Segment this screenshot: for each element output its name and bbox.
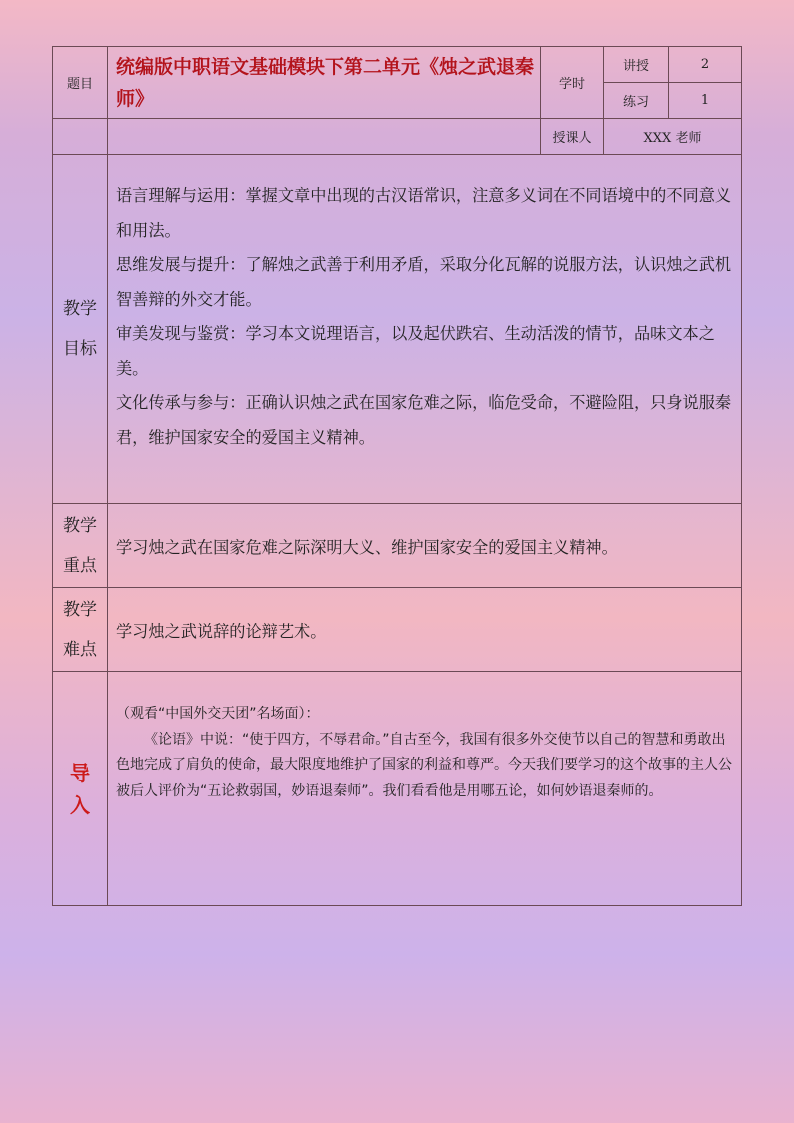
goal-item-thinking: 思维发展与提升：了解烛之武善于利用矛盾，采取分化瓦解的说服方法，认识烛之武机智善辩的外交才能。 (116, 255, 732, 309)
goals-label-line1: 教学 (63, 299, 97, 319)
goals-label-line2: 目标 (63, 339, 97, 359)
goal-item-language: 语言理解与运用：掌握文章中出现的古汉语常识，注意多义词在不同语境中的不同意义和用法。 (116, 186, 732, 240)
intro-label-line2: 入 (70, 792, 90, 817)
key-point-text: 学习烛之武在国家危难之际深明大义、维护国家安全的爱国主义精神。 (108, 504, 742, 588)
lesson-plan-table (52, 46, 742, 906)
intro-label (53, 672, 108, 906)
goal-item-aesthetic: 审美发现与鉴赏：学习本文说理语言，以及起伏跌宕、生动活泼的情节，品味文本之美。 (116, 324, 715, 378)
intro-activity-note: （观看“中国外交天团”名场面）： (116, 706, 320, 722)
lesson-plan-page (52, 46, 741, 906)
hours-label: 学时 (541, 47, 604, 119)
key-point-label-line1: 教学 (63, 515, 97, 536)
difficulty-label (53, 588, 108, 672)
goals-content (108, 155, 742, 504)
goal-item-culture: 文化传承与参与：正确认识烛之武在国家危难之际，临危受命，不避险阻，只身说服秦君，维护国家安全的爱国主义精神。 (116, 393, 732, 447)
lecture-hours: 2 (669, 47, 742, 83)
topic-label: 题目 (53, 47, 108, 119)
key-point-label (53, 504, 108, 588)
lecture-label: 讲授 (604, 47, 669, 83)
goals-label (53, 155, 108, 504)
practice-hours: 1 (669, 83, 742, 119)
difficulty-label-line2: 难点 (63, 639, 97, 660)
intro-paragraph: 《论语》中说：“使于四方，不辱君命。”自古至今，我国有很多外交使节以自己的智慧和勇敢出色地完成了肩负的使命，最大限度地维护了国家的利益和尊严。今天我们要学习的这个故事的主人公被后人评价为“五论救弱国，妙语退秦师”。我们看看他是用哪五论，如何妙语退秦师的。 (116, 731, 732, 799)
intro-label-line1: 导 (70, 760, 90, 785)
difficulty-text: 学习烛之武说辞的论辩艺术。 (108, 588, 742, 672)
teacher-value: XXX 老师 (604, 119, 742, 155)
lesson-title: 统编版中职语文基础模块下第二单元《烛之武退秦师》 (108, 47, 541, 119)
intro-content (108, 672, 742, 906)
teacher-label: 授课人 (541, 119, 604, 155)
difficulty-label-line1: 教学 (63, 599, 97, 620)
key-point-label-line2: 重点 (63, 555, 97, 576)
practice-label: 练习 (604, 83, 669, 119)
